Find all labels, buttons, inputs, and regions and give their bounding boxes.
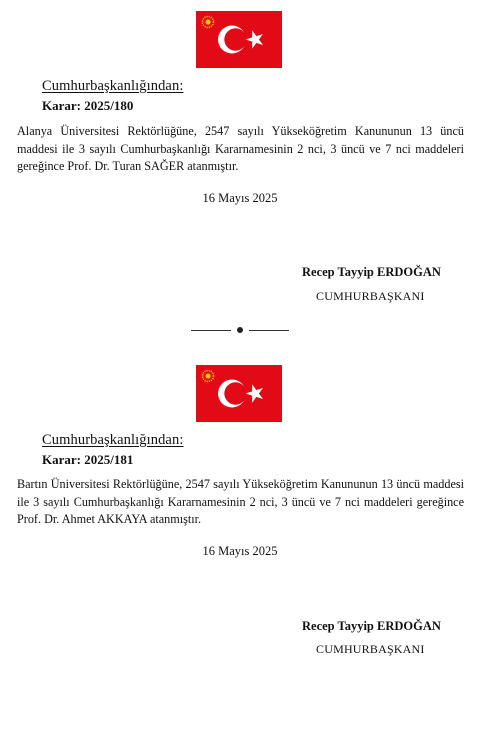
separator-line-left xyxy=(191,330,231,331)
decree-date: 16 Mayıs 2025 xyxy=(202,191,278,205)
decree-number: Karar: 2025/180 xyxy=(42,98,134,113)
separator-line-right xyxy=(249,330,289,331)
flag-icon xyxy=(196,365,282,422)
signer-title: CUMHURBAŞKANI xyxy=(316,642,425,656)
decree-date: 16 Mayıs 2025 xyxy=(202,544,278,558)
signer-title: CUMHURBAŞKANI xyxy=(316,289,425,303)
signer-name: Recep Tayyip ERDOĞAN xyxy=(302,265,441,279)
separator-dot xyxy=(237,327,243,333)
decree-body: Bartın Üniversitesi Rektörlüğüne, 2547 sayılı Yükseköğretim Kanununun 13 üncü maddesi ile 3 sayılı Cumhurbaşkanlığı Kararnamesinin 2 nci, 3 üncü ve 7 nci maddeleri gereğince Prof. Dr. Ahmet AKKAYA atanmıştır. xyxy=(17,477,464,526)
signer-name: Recep Tayyip ERDOĞAN xyxy=(302,619,441,633)
section-separator xyxy=(191,323,289,337)
flag-icon xyxy=(196,11,282,68)
issuer-heading: Cumhurbaşkanlığından: xyxy=(42,432,184,448)
issuer-heading: Cumhurbaşkanlığından: xyxy=(42,78,184,94)
decree-number: Karar: 2025/181 xyxy=(42,452,134,467)
decree-body: Alanya Üniversitesi Rektörlüğüne, 2547 sayılı Yükseköğretim Kanununun 13 üncü maddesi ile 3 sayılı Cumhurbaşkanlığı Kararnamesinin 2 nci, 3 üncü ve 7 nci maddeleri gereğince Prof. Dr. Turan SAĞER atanmıştır. xyxy=(17,124,464,173)
